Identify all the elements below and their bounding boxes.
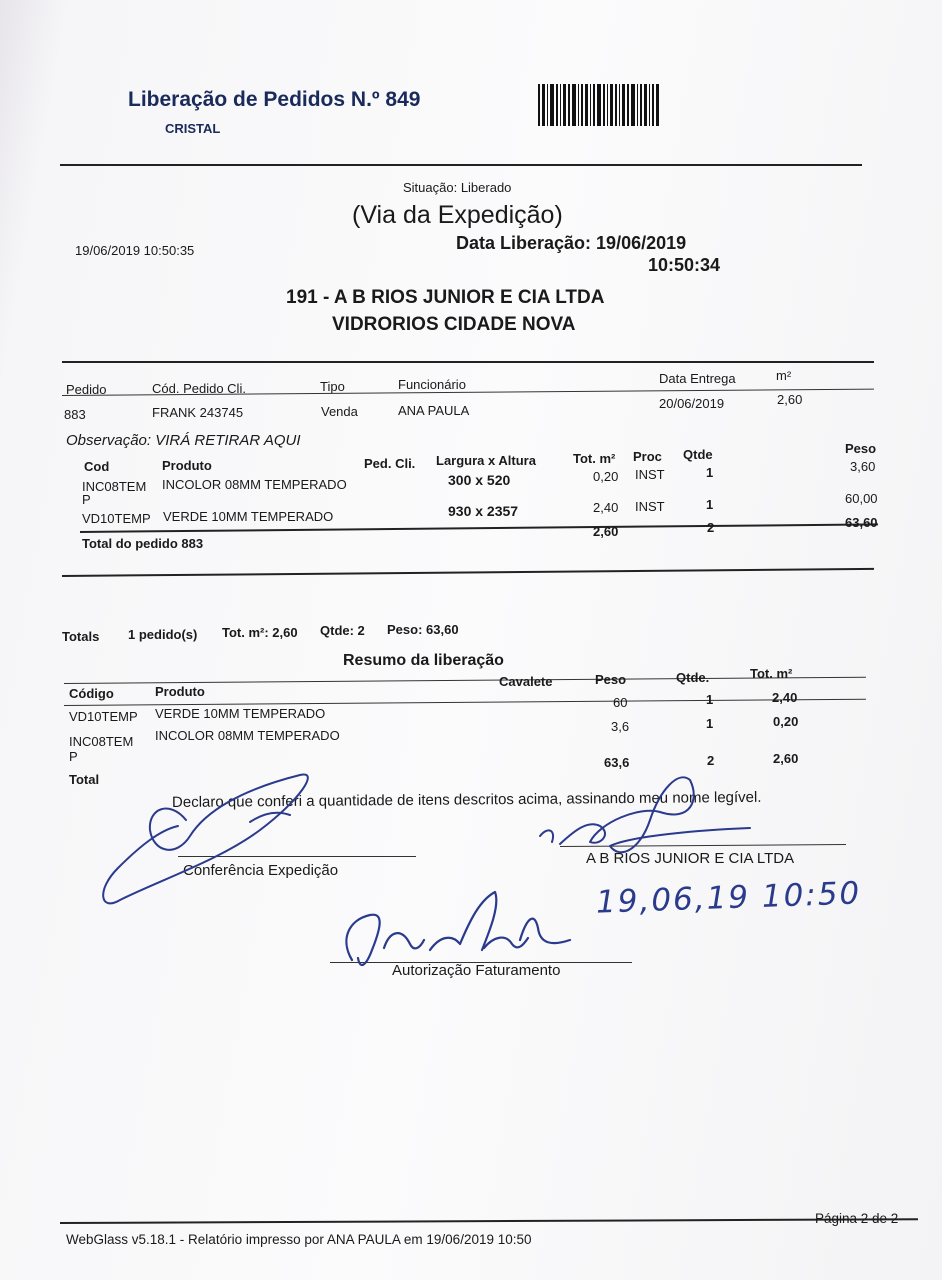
resumo-qtde: 1 (706, 716, 714, 731)
items-col-proc: Proc (633, 449, 662, 464)
item-qtde: 1 (706, 465, 714, 480)
item-peso: 60,00 (845, 491, 878, 506)
data-liberacao-time: 10:50:34 (648, 255, 721, 275)
col-cod-pedido-cli: Cód. Pedido Cli. (152, 381, 246, 396)
item-dims: 300 x 520 (448, 472, 511, 488)
resumo-total-label: Total (69, 772, 100, 787)
item-tot-m2: 2,40 (593, 500, 619, 515)
item-peso: 3,60 (850, 459, 876, 474)
items-col-produto: Produto (162, 458, 212, 473)
report-subtitle: CRISTAL (165, 121, 221, 136)
totals-label: Totals (62, 629, 100, 644)
data-liberacao: Data Liberação: 19/06/2019 (456, 233, 687, 253)
resumo-col-peso: Peso (595, 672, 627, 687)
resumo-codigo-cont: P (69, 749, 78, 764)
autorizacao-label: Autorização Faturamento (392, 962, 561, 979)
declaration-text: Declaro que conferi a quantidade de itens descritos acima, assinando meu nome legível. (171, 788, 762, 811)
resumo-title: Resumo da liberação (343, 652, 504, 669)
value-funcionario: ANA PAULA (398, 403, 470, 418)
resumo-col-codigo: Código (69, 686, 114, 701)
items-total-qtde: 2 (707, 520, 715, 535)
print-datetime: 19/06/2019 10:50:35 (75, 243, 195, 258)
resumo-col-cavalete: Cavalete (499, 674, 553, 689)
col-m2: m² (776, 368, 792, 383)
totals-pedidos: 1 pedido(s) (128, 627, 198, 642)
value-m2: 2,60 (777, 392, 803, 407)
items-col-peso: Peso (845, 441, 877, 456)
resumo-total-tot-m2: 2,60 (773, 751, 799, 766)
item-proc: INST (635, 499, 665, 514)
item-cod: VD10TEMP (82, 511, 151, 526)
handwritten-datetime: 19,06,19 10:50 (595, 875, 862, 921)
via-title: (Via da Expedição) (352, 201, 563, 229)
items-col-ped-cli: Ped. Cli. (364, 456, 416, 471)
resumo-produto: INCOLOR 08MM TEMPERADO (155, 728, 340, 743)
item-produto: VERDE 10MM TEMPERADO (163, 509, 334, 524)
col-pedido: Pedido (66, 382, 107, 397)
value-pedido: 883 (64, 407, 86, 422)
item-cod: INC08TEM (82, 479, 147, 494)
report-title: Liberação de Pedidos N.º 849 (128, 88, 421, 111)
client-name: 191 - A B RIOS JUNIOR E CIA LTDA (286, 287, 605, 308)
page-number: Página 2 de 2 (815, 1211, 899, 1226)
value-tipo: Venda (321, 404, 358, 419)
resumo-tot-m2: 2,40 (772, 690, 798, 705)
item-qtde: 1 (706, 497, 714, 512)
col-tipo: Tipo (320, 379, 345, 394)
items-col-cod: Cod (84, 459, 110, 474)
items-col-dims: Largura x Altura (436, 453, 536, 468)
col-data-entrega: Data Entrega (659, 371, 736, 386)
resumo-tot-m2: 0,20 (773, 714, 799, 729)
resumo-peso: 3,6 (611, 719, 630, 734)
item-proc: INST (635, 467, 665, 482)
resumo-col-tot-m2: Tot. m² (750, 666, 793, 681)
client-store: VIDRORIOS CIDADE NOVA (332, 314, 576, 335)
resumo-produto: VERDE 10MM TEMPERADO (155, 706, 326, 721)
item-produto: INCOLOR 08MM TEMPERADO (162, 477, 347, 492)
items-total-peso: 63,60 (845, 515, 878, 530)
observacao: Observação: VIRÁ RETIRAR AQUI (66, 432, 301, 449)
resumo-col-qtde: Qtde. (676, 670, 710, 685)
value-cod-pedido-cli: FRANK 243745 (152, 405, 244, 420)
item-dims: 930 x 2357 (448, 503, 519, 519)
items-total-label: Total do pedido 883 (82, 536, 204, 551)
resumo-total-qtde: 2 (707, 753, 715, 768)
item-cod-cont: P (82, 492, 91, 507)
item-tot-m2: 0,20 (593, 469, 619, 484)
totals-qtde: Qtde: 2 (320, 623, 365, 638)
col-funcionario: Funcionário (398, 377, 466, 392)
situacao-text: Situação: Liberado (403, 180, 512, 195)
resumo-codigo: INC08TEM (69, 734, 134, 749)
resumo-col-produto: Produto (155, 684, 205, 699)
items-col-tot-m2: Tot. m² (573, 451, 616, 466)
value-data-entrega: 20/06/2019 (659, 396, 725, 411)
resumo-total-peso: 63,6 (604, 755, 630, 770)
footer-text: WebGlass v5.18.1 - Relatório impresso por ANA PAULA em 19/06/2019 10:50 (66, 1232, 532, 1247)
resumo-codigo: VD10TEMP (69, 709, 138, 724)
resumo-qtde: 1 (706, 692, 714, 707)
company-label: A B RIOS JUNIOR E CIA LTDA (586, 850, 795, 867)
totals-tot-m2: Tot. m²: 2,60 (222, 625, 298, 640)
items-total-m2: 2,60 (593, 524, 619, 539)
totals-peso: Peso: 63,60 (387, 622, 459, 637)
resumo-peso: 60 (613, 695, 628, 710)
conferencia-label: Conferência Expedição (183, 862, 339, 879)
items-col-qtde: Qtde (683, 447, 713, 462)
